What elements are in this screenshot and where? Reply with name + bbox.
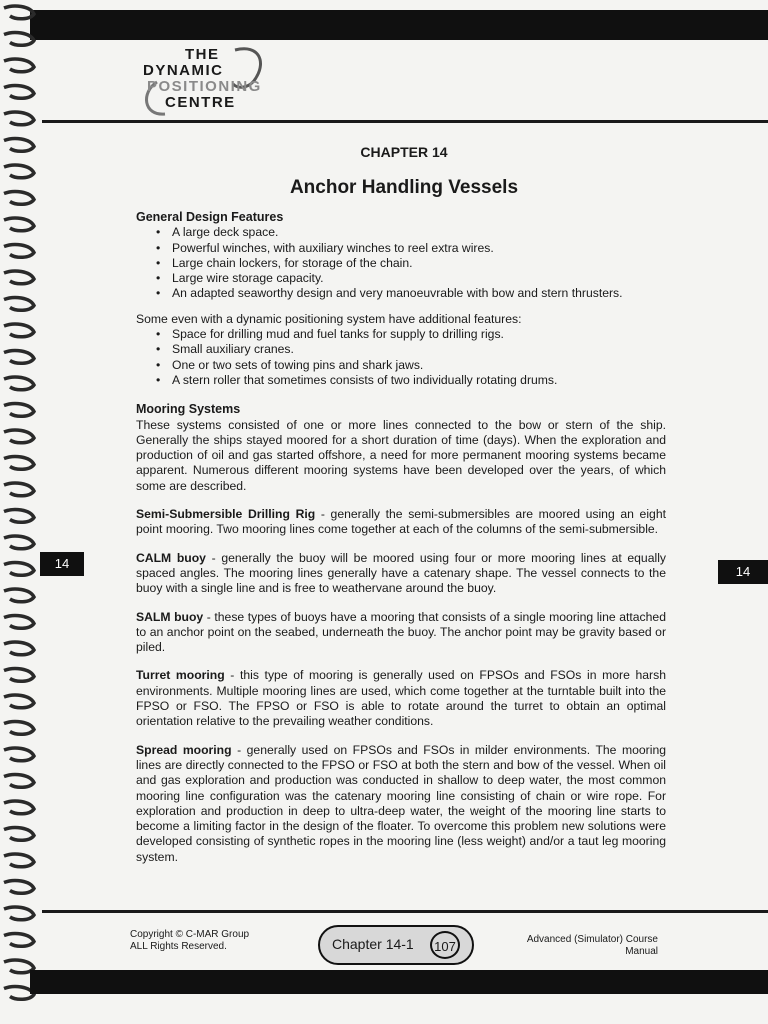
spiral-ring — [4, 854, 34, 867]
spiral-ring — [4, 86, 34, 99]
list-item: • A stern roller that sometimes consists of two individually rotating drums. — [172, 373, 666, 388]
spiral-ring — [4, 165, 34, 178]
spiral-ring — [4, 695, 34, 708]
logo-text-positioning: POSITIONING — [147, 78, 262, 95]
mooring-paragraph: These systems consisted of one or more lines connected to the bow or stern of the ship. Generally the ships stayed moored for a short duration of time (days). When the exploration and production of oil and gas started offshore, a need for more permanent mooring systems became apparent. Numerous different mooring systems have been developed over the years, of which some are described. — [136, 417, 666, 493]
spiral-ring — [4, 722, 34, 735]
page-number: 107 — [430, 931, 460, 959]
logo — [135, 42, 275, 118]
spiral-ring — [4, 589, 34, 602]
spiral-ring — [4, 510, 34, 523]
logo-text-dynamic: DYNAMIC — [143, 62, 224, 79]
salm-term: SALM buoy — [136, 609, 204, 624]
calm-text: - generally the buoy will be moored using four or more mooring lines at equally spaced angles. The mooring lines generally have a catenary shape. The vessel connects to the buoy with a single line and is free to weathervane around the buoy. — [136, 550, 666, 596]
semi-paragraph — [136, 507, 666, 538]
spread-paragraph — [136, 743, 666, 865]
turret-text: - this type of mooring is generally used on FPSOs and FSOs in more harsh environments. Multiple mooring lines are used, which come together at the turntable built into the FPSO or FSO. The FPSO or FSO is able to rotate around the turret to obtain an optimal orientation relative to the prevailing weather conditions. — [136, 668, 666, 729]
spiral-ring — [4, 112, 34, 125]
list-item: • Large wire storage capacity. — [172, 271, 666, 286]
spread-term: Spread mooring — [136, 742, 232, 757]
semi-text: - generally the semi-submersibles are moored using an eight point mooring. Two mooring lines come together at each of the columns of the semi-submersible. — [136, 507, 666, 537]
spiral-ring — [4, 324, 34, 337]
spiral-ring — [4, 404, 34, 417]
body-content — [136, 210, 666, 878]
spiral-ring — [4, 536, 34, 549]
rights-line: ALL Rights Reserved. — [130, 941, 227, 952]
spiral-ring — [4, 377, 34, 390]
salm-paragraph — [136, 610, 666, 656]
list-item: • Powerful winches, with auxiliary winches to reel extra wires. — [172, 241, 666, 256]
header-bar — [30, 10, 768, 40]
list-item: • A large deck space. — [172, 225, 666, 240]
manual-line: Manual — [625, 946, 658, 957]
course-line: Advanced (Simulator) Course — [526, 934, 658, 945]
copyright-line: Copyright © C-MAR Group — [130, 929, 250, 940]
list-item: • Small auxiliary cranes. — [172, 342, 666, 357]
semi-term: Semi-Submersible Drilling Rig — [136, 507, 316, 522]
turret-paragraph — [136, 668, 666, 729]
logo-text-the: THE — [185, 46, 220, 63]
list-item: • Space for drilling mud and fuel tanks for supply to drilling rigs. — [172, 327, 666, 342]
general-heading: General Design Features — [136, 210, 284, 224]
general-list — [136, 225, 666, 301]
spiral-ring — [4, 801, 34, 814]
spiral-ring — [4, 563, 34, 576]
chapter-page-label: Chapter 14-1 — [332, 936, 414, 952]
spiral-ring — [4, 934, 34, 947]
spiral-ring — [4, 33, 34, 46]
page-badge — [318, 925, 474, 965]
spread-text: - generally used on FPSOs and FSOs in milder environments. The mooring lines are directly connected to the FPSO or FSO at both the stern and bow of the vessel. When oil and gas exploration and production was conducted in shallow to deep water, the most common mooring line configuration was the catenary mooring line consisting of chain or wire rope. For exploration and production in deep to ultra-deep water, the weight of the mooring line starts to become a limiting factor in the design of the floater. To overcome this problem new solutions were developed consisting of synthetic ropes in the mooring line (less weight) and/or a taut leg mooring system. — [136, 742, 666, 864]
spiral-ring — [4, 748, 34, 761]
logo-text-centre: CENTRE — [165, 94, 236, 111]
spiral-ring — [4, 218, 34, 231]
list-item: • One or two sets of towing pins and shark jaws. — [172, 358, 666, 373]
spiral-ring — [4, 828, 34, 841]
spiral-ring — [4, 245, 34, 258]
spiral-ring — [4, 271, 34, 284]
footer-rule — [42, 910, 768, 913]
header-rule — [42, 120, 768, 123]
spiral-ring — [4, 457, 34, 470]
spiral-ring — [4, 59, 34, 72]
chapter-tab-right: 14 — [718, 560, 768, 584]
spiral-ring — [4, 351, 34, 364]
chapter-tab-left: 14 — [40, 552, 84, 576]
page-title: Anchor Handling Vessels — [289, 177, 519, 198]
spiral-ring — [4, 881, 34, 894]
list-item: • Large chain lockers, for storage of the chain. — [172, 256, 666, 271]
salm-text: - these types of buoys have a mooring that consists of a single mooring line attached to an anchor point on the seabed, underneath the buoy. The anchor point may be gravity based or piled. — [136, 609, 666, 655]
spiral-ring — [4, 6, 34, 19]
spiral-ring — [4, 669, 34, 682]
calm-paragraph — [136, 551, 666, 597]
spiral-ring — [4, 642, 34, 655]
additional-list — [136, 327, 666, 388]
course-title — [505, 934, 658, 958]
spiral-ring — [4, 430, 34, 443]
spiral-ring — [4, 907, 34, 920]
additional-intro: Some even with a dynamic positioning system have additional features: — [136, 311, 522, 326]
turret-term: Turret mooring — [136, 668, 225, 683]
list-item: • An adapted seaworthy design and very manoeuvrable with bow and stern thrusters. — [172, 286, 666, 301]
spiral-ring — [4, 775, 34, 788]
spiral-ring — [4, 616, 34, 629]
calm-term: CALM buoy — [136, 550, 206, 565]
footer-bar — [30, 970, 768, 994]
copyright — [130, 929, 249, 953]
chapter-label: CHAPTER 14 — [360, 144, 448, 160]
spiral-ring — [4, 483, 34, 496]
spiral-ring — [4, 298, 34, 311]
mooring-heading: Mooring Systems — [136, 402, 241, 417]
